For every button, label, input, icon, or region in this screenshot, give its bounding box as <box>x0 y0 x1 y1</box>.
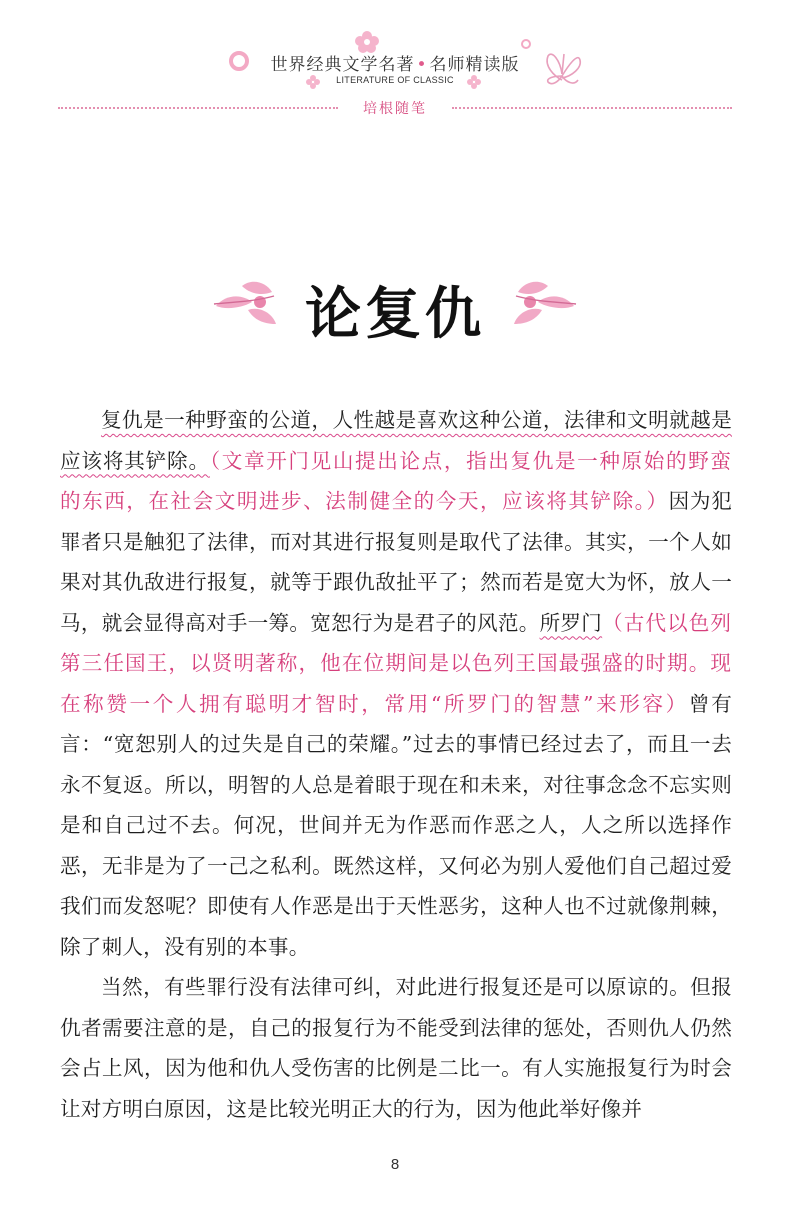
title-block <box>0 262 790 352</box>
section-tag: 培根随笔 <box>363 101 427 117</box>
page-header <box>0 0 790 125</box>
article-body <box>60 400 732 1129</box>
page-number: 8 <box>390 1156 400 1173</box>
annotation-note-1: （文章开门见山提出论点，指出复仇是一种原始的野蛮的东西，在社会文明进步、法制健全的今天，应该将其铲除。） <box>60 448 732 513</box>
dot-ring-icon <box>520 38 532 50</box>
header-divider-right <box>452 107 732 109</box>
article-title: 论复仇 <box>305 282 485 347</box>
body-text-1: 因为犯罪者只是触犯了法律，而对其进行报复则是取代了法律。其实，一个人如果对其仇敌进行报复，就等于跟仇敌扯平了；然而若是宽大为怀，放人一马，就会显得高对手一筹。宽恕行为是君子的风范。 <box>60 489 732 635</box>
paragraph-1 <box>60 400 732 967</box>
series-subtitle: LITERATURE OF CLASSIC <box>336 75 454 85</box>
paragraph-2: 当然，有些罪行没有法律可纠，对此进行报复还是可以原谅的。但报仇者需要注意的是，自己的报复行为不能受到法律的惩处，否则仇人仍然会占上风，因为他和仇人受伤害的比例是二比一。有人实施报复行为时会让对方明白原因，这是比较光明正大的行为，因为他此举好像并 <box>60 975 732 1121</box>
underlined-thesis: 复仇是一种野蛮的公道，人性越是喜欢这种公道，法律和文明就越是应该将其铲除。 <box>60 408 732 473</box>
header-divider-left <box>58 107 338 109</box>
underlined-solomon: 所罗门 <box>539 610 603 635</box>
annotation-note-2: （古代以色列第三任国王，以贤明著称，他在位期间是以色列王国最强盛的时期。现在称赞一个人拥有聪明才智时，常用“所罗门的智慧”来形容） <box>60 610 732 716</box>
flower-branch-right-icon <box>508 276 578 328</box>
body-text-2: 曾有言：“宽恕别人的过失是自己的荣耀。”过去的事情已经过去了，而且一去永不复返。所以，明智的人总是着眼于现在和未来，对往事念念不忘实则是和自己过不去。何况，世间并无为作恶而作恶之人，人之所以选择作恶，无非是为了一己之私利。既然这样，又何必为别人爱他们自己超过爱我们而发怒呢？即使有人作恶是出于天性恶劣，这种人也不过就像荆棘，除了刺人，没有别的本事。 <box>60 691 732 959</box>
series-title: 世界经典文学名著 • 名师精读版 <box>270 55 520 75</box>
